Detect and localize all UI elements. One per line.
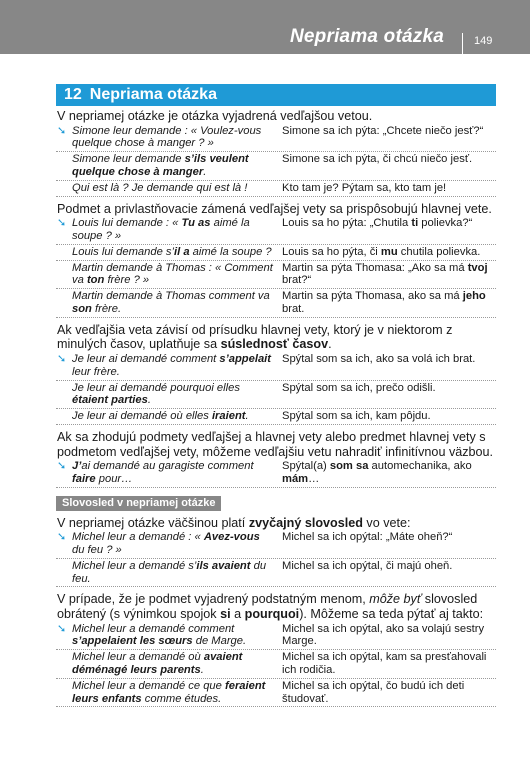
slovak-translation: Spýtal som sa ich, ako sa volá ich brat.: [282, 352, 476, 365]
arrow-icon: ➘: [57, 460, 67, 473]
slovak-translation: Kto tam je? Pýtam sa, kto tam je!: [282, 181, 447, 194]
paragraph-text: V nepriamej otázke je otázka vyjadrená vedľajšou vetou.: [57, 109, 373, 123]
chapter-title: Nepriama otázka: [89, 86, 217, 103]
french-example: Michel leur a demandé ce que feraient leurs enfants comme études.: [72, 679, 266, 705]
example-row: [56, 124, 496, 153]
running-title: Nepriama otázka: [289, 26, 444, 47]
page-number: 149: [474, 35, 493, 47]
example-row: [56, 261, 496, 290]
example-row: [56, 352, 496, 381]
paragraph-text: Podmet a privlastňovacie zámená vedľajšej vety sa prispôsobujú hlavnej vete.: [57, 201, 492, 216]
paragraph-sequence-of-tenses: Ak vedľajšia veta závisí od prísudku hlavnej vety, ktorý je v niektorom z minulých časov, uplatňuje sa súslednosť časov.: [57, 322, 453, 352]
slovak-translation: Michel sa ich opýtal, čo budú ich deti študovať.: [282, 679, 465, 705]
french-example: Louis lui demande s’il a aimé la soupe ?: [72, 245, 272, 258]
slovak-translation: Michel sa ich opýtal: „Máte oheň?“: [282, 531, 453, 544]
french-example: Michel leur a demandé où avaient déménagé leurs parents.: [72, 651, 243, 677]
chapter-number: 12: [64, 86, 82, 103]
page-header: [0, 0, 530, 54]
chapter-heading: [56, 84, 496, 106]
example-row: [56, 459, 496, 488]
example-row: [56, 289, 496, 318]
example-row: [56, 679, 496, 708]
slovak-translation: Spýtal(a) som sa automechanika, ako mám…: [282, 460, 472, 485]
slovak-translation: Louis sa ho pýta: „Chutila ti polievka?“: [282, 217, 473, 230]
example-row: [56, 559, 496, 588]
french-example: Je leur ai demandé comment s’appelait leur frère.: [72, 352, 271, 378]
example-row: [56, 530, 496, 559]
french-example: Simone leur demande s’ils veulent quelque chose à manger.: [72, 153, 249, 178]
french-example: Qui est là ? Je demande qui est là !: [72, 181, 248, 194]
french-example: Simone leur demande : « Voulez-vous quelque chose à manger ? »: [72, 124, 262, 150]
paragraph-word-order: V nepriamej otázke väčšinou platí zvyčajný slovosled vo vete:: [57, 515, 411, 530]
arrow-icon: ➘: [57, 622, 67, 635]
example-row: [56, 650, 496, 679]
example-row: [56, 181, 496, 197]
paragraph-indirect-question: [56, 109, 496, 124]
subsection-heading: Slovosled v nepriamej otázke: [56, 496, 221, 511]
french-example: Martin demande à Thomas comment va son frère.: [72, 290, 270, 315]
example-list-4: [56, 459, 496, 488]
slovak-translation: Simone sa ich pýta, či chcú niečo jesť.: [282, 153, 473, 166]
page-content: [56, 84, 496, 707]
french-example: J’ai demandé au garagiste comment faire pour…: [72, 460, 254, 485]
slovak-translation: Spýtal som sa ich, kam pôjdu.: [282, 410, 431, 423]
slovak-translation: Michel sa ich opýtal, ako sa volajú sestry Marge.: [282, 622, 485, 648]
slovak-translation: Michel sa ich opýtal, kam sa presťahovali ich rodičia.: [282, 651, 487, 677]
example-row: [56, 216, 496, 245]
arrow-icon: ➘: [57, 531, 67, 544]
slovak-translation: Spýtal som sa ich, prečo odišli.: [282, 381, 436, 394]
slovak-translation: Louis sa ho pýta, či mu chutila polievka.: [282, 245, 481, 258]
example-list-5: [56, 530, 496, 587]
example-row: [56, 152, 496, 181]
example-row: [56, 245, 496, 261]
french-example: Michel leur a demandé s’ils avaient du feu.: [72, 559, 267, 585]
paragraph-inverted-order: V prípade, že je podmet vyjadrený podstatným menom, môže byť slovosled obrátený (s výnimkou spojok si a pourquoi). Môžeme sa teda pýtať aj takto:: [57, 592, 484, 622]
example-list-6: [56, 622, 496, 708]
french-example: Je leur ai demandé où elles iraient.: [72, 410, 249, 423]
example-row: [56, 409, 496, 425]
french-example: Je leur ai demandé pourquoi elles étaient parties.: [72, 381, 240, 407]
example-row: [56, 381, 496, 410]
slovak-translation: Simone sa ich pýta: „Chcete niečo jesť?“: [282, 124, 484, 137]
paragraph-text: Ak sa zhodujú podmety vedľajšej a hlavnej vety alebo predmet hlavnej vety s podmetom vedľajšej vety, môžeme vedľajšiu vetu nahradiť infinitívnou väzbou.: [57, 429, 494, 459]
arrow-icon: ➘: [57, 352, 67, 365]
french-example: Michel leur a demandé comment s’appelaient les sœurs de Marge.: [72, 622, 247, 648]
arrow-icon: ➘: [57, 124, 67, 137]
french-example: Martin demande à Thomas : « Comment va ton frère ? »: [72, 261, 273, 287]
example-row: [56, 622, 496, 651]
french-example: Louis lui demande : « Tu as aimé la soupe ? »: [72, 217, 250, 242]
french-example: Michel leur a demandé : « Avez-vous du feu ? »: [72, 531, 260, 557]
example-list-3: [56, 352, 496, 425]
slovak-translation: Martin sa pýta Thomasa: „Ako sa má tvoj brat?“: [282, 261, 488, 287]
example-list-2: [56, 216, 496, 318]
slovak-translation: Martin sa pýta Thomasa, ako sa má jeho brat.: [282, 290, 486, 315]
example-list-1: [56, 124, 496, 197]
arrow-icon: ➘: [57, 217, 67, 230]
paragraph-pronouns: [56, 202, 496, 217]
slovak-translation: Michel sa ich opýtal, či majú oheň.: [282, 559, 453, 572]
header-divider: [462, 33, 463, 55]
paragraph-infinitive: [56, 430, 496, 459]
